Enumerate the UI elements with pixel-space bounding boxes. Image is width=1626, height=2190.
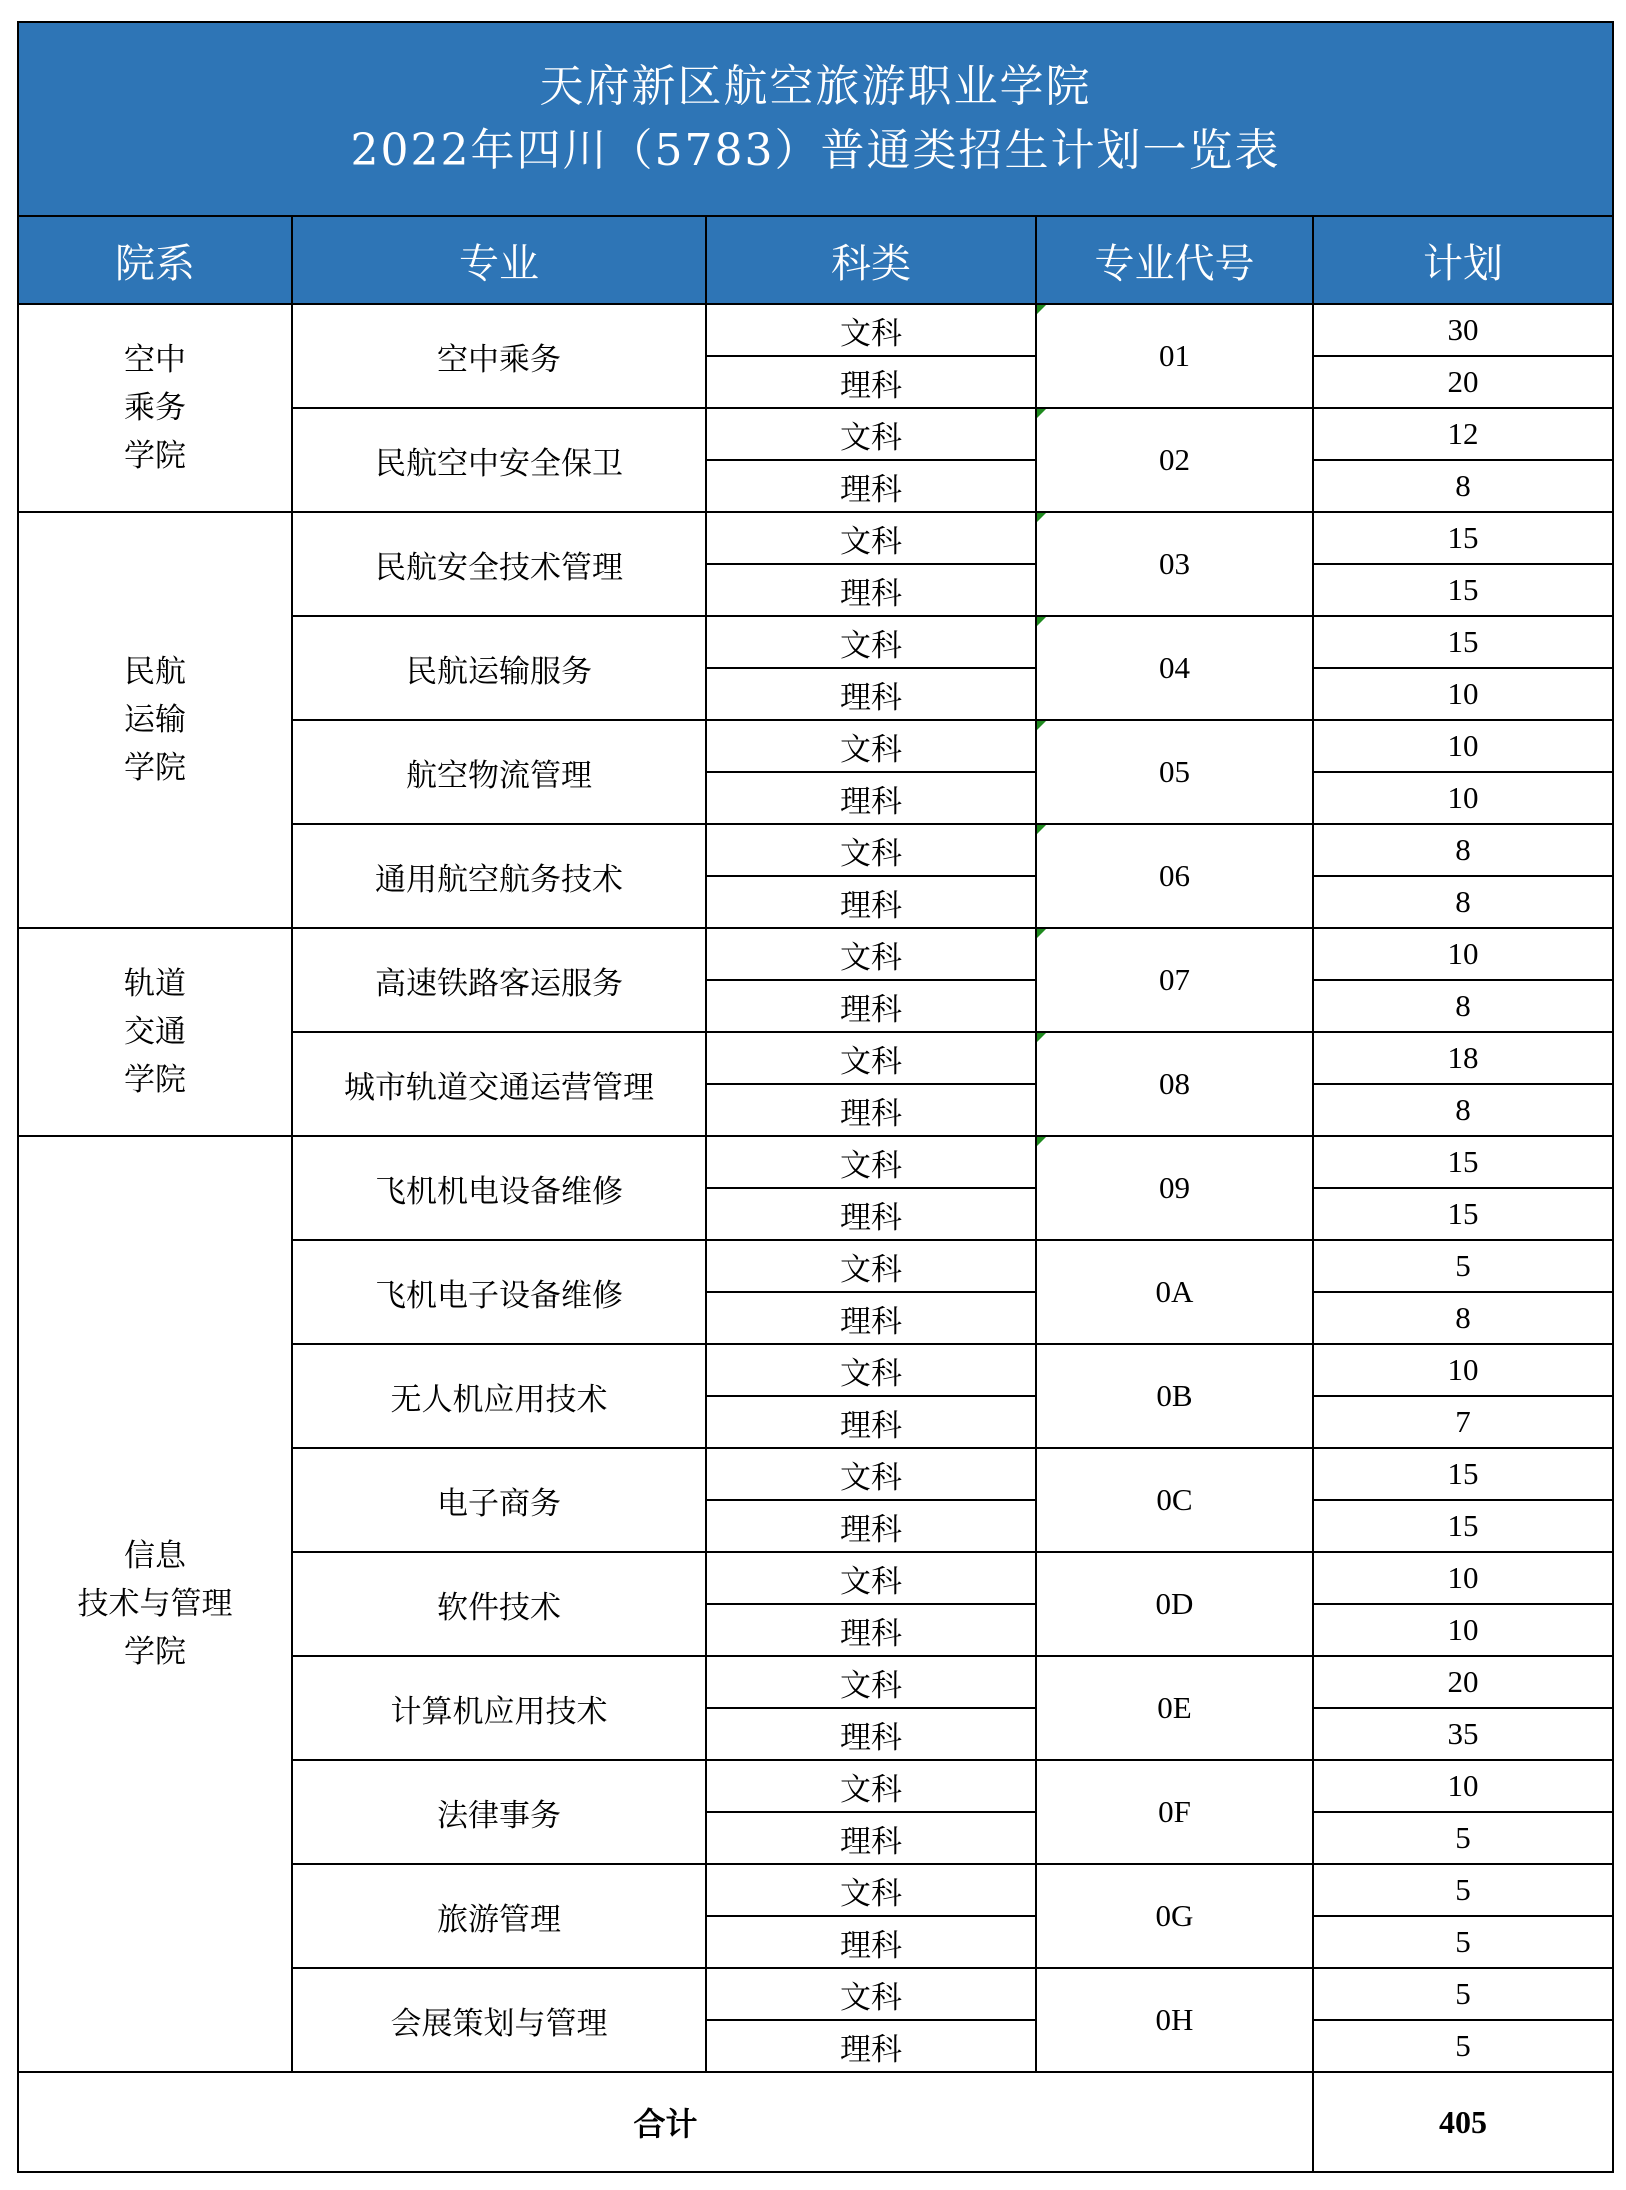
plan-count-cell: 10 (1313, 720, 1613, 772)
title-school-name: 天府新区航空旅游职业学院 (539, 61, 1092, 112)
plan-count-cell: 15 (1313, 1500, 1613, 1552)
major-name: 民航安全技术管理 (292, 512, 706, 616)
category-cell: 理科 (706, 460, 1036, 512)
major-code-cell (1036, 512, 1313, 616)
major-name: 会展策划与管理 (292, 1968, 706, 2072)
table-row (18, 928, 1613, 980)
category-cell: 文科 (706, 1864, 1036, 1916)
cell-error-flag-icon (1037, 617, 1046, 626)
department-cell (18, 1136, 292, 2072)
major-code-cell (1036, 304, 1313, 408)
enrollment-plan-sheet (17, 21, 1612, 2173)
category-cell: 理科 (706, 772, 1036, 824)
category-cell: 文科 (706, 1552, 1036, 1604)
plan-count-cell: 8 (1313, 876, 1613, 928)
plan-count-cell: 10 (1313, 1344, 1613, 1396)
department-name-line: 学院 (124, 1634, 186, 1670)
major-name: 通用航空航务技术 (292, 824, 706, 928)
department-name-line: 民航 (124, 654, 186, 690)
department-name-line: 学院 (124, 750, 186, 786)
major-code: 04 (1159, 650, 1190, 685)
major-code: 0D (1155, 1586, 1194, 1621)
major-name: 软件技术 (292, 1552, 706, 1656)
major-code: 01 (1159, 338, 1190, 373)
major-name: 飞机机电设备维修 (292, 1136, 706, 1240)
category-cell: 理科 (706, 564, 1036, 616)
major-code: 0E (1157, 1690, 1192, 1725)
major-code-cell (1036, 720, 1313, 824)
column-header-major-code: 专业代号 (1036, 216, 1313, 304)
major-name: 电子商务 (292, 1448, 706, 1552)
major-code-cell (1036, 1240, 1313, 1344)
major-code-cell (1036, 1136, 1313, 1240)
category-cell: 理科 (706, 980, 1036, 1032)
major-code: 0B (1156, 1378, 1193, 1413)
plan-count-cell: 5 (1313, 1916, 1613, 1968)
plan-count-cell: 12 (1313, 408, 1613, 460)
category-cell: 理科 (706, 1708, 1036, 1760)
major-code: 0H (1155, 2002, 1194, 2037)
major-code-cell (1036, 928, 1313, 1032)
table-body (18, 304, 1613, 2072)
department-name-line: 交通 (124, 1014, 186, 1050)
department-cell (18, 304, 292, 512)
plan-count-cell: 18 (1313, 1032, 1613, 1084)
plan-count-cell: 15 (1313, 1136, 1613, 1188)
category-cell: 文科 (706, 408, 1036, 460)
major-name: 城市轨道交通运营管理 (292, 1032, 706, 1136)
major-code-cell (1036, 1448, 1313, 1552)
plan-count-cell: 5 (1313, 1240, 1613, 1292)
major-code: 06 (1159, 858, 1190, 893)
plan-count-cell: 35 (1313, 1708, 1613, 1760)
title-plan-name: 2022年四川（5783）普通类招生计划一览表 (350, 125, 1281, 176)
category-cell: 文科 (706, 1448, 1036, 1500)
department-cell (18, 512, 292, 928)
column-header-major: 专业 (292, 216, 706, 304)
category-cell: 文科 (706, 1032, 1036, 1084)
major-code-cell (1036, 1032, 1313, 1136)
table-title (18, 22, 1613, 216)
category-cell: 理科 (706, 1292, 1036, 1344)
major-code: 0A (1155, 1274, 1194, 1309)
major-code-cell (1036, 1968, 1313, 2072)
category-cell: 文科 (706, 720, 1036, 772)
category-cell: 文科 (706, 928, 1036, 980)
major-code: 07 (1159, 962, 1190, 997)
category-cell: 理科 (706, 1812, 1036, 1864)
enrollment-plan-table (17, 21, 1614, 2173)
major-code-cell (1036, 408, 1313, 512)
plan-count-cell: 10 (1313, 1552, 1613, 1604)
major-code: 03 (1159, 546, 1190, 581)
major-code: 08 (1159, 1066, 1190, 1101)
cell-error-flag-icon (1037, 1137, 1046, 1146)
major-name: 法律事务 (292, 1760, 706, 1864)
total-value: 405 (1313, 2072, 1613, 2172)
total-label: 合计 (18, 2072, 1313, 2172)
plan-count-cell: 10 (1313, 1760, 1613, 1812)
column-header-plan: 计划 (1313, 216, 1613, 304)
cell-error-flag-icon (1037, 721, 1046, 730)
major-code: 0F (1158, 1794, 1191, 1829)
department-name-line: 轨道 (124, 966, 186, 1002)
plan-count-cell: 5 (1313, 2020, 1613, 2072)
table-row (18, 304, 1613, 356)
category-cell: 理科 (706, 2020, 1036, 2072)
plan-count-cell: 8 (1313, 980, 1613, 1032)
major-name: 旅游管理 (292, 1864, 706, 1968)
plan-count-cell: 20 (1313, 356, 1613, 408)
department-name-line: 信息 (124, 1538, 186, 1574)
category-cell: 理科 (706, 1188, 1036, 1240)
plan-count-cell: 15 (1313, 1448, 1613, 1500)
category-cell: 文科 (706, 824, 1036, 876)
column-header-department: 院系 (18, 216, 292, 304)
plan-count-cell: 5 (1313, 1812, 1613, 1864)
category-cell: 理科 (706, 1396, 1036, 1448)
category-cell: 文科 (706, 1136, 1036, 1188)
major-name: 高速铁路客运服务 (292, 928, 706, 1032)
plan-count-cell: 20 (1313, 1656, 1613, 1708)
major-name: 民航空中安全保卫 (292, 408, 706, 512)
cell-error-flag-icon (1037, 1033, 1046, 1042)
major-code-cell (1036, 616, 1313, 720)
plan-count-cell: 8 (1313, 1292, 1613, 1344)
category-cell: 理科 (706, 1604, 1036, 1656)
total-row (18, 2072, 1613, 2172)
department-name-line: 技术与管理 (77, 1586, 233, 1622)
plan-count-cell: 8 (1313, 1084, 1613, 1136)
cell-error-flag-icon (1037, 929, 1046, 938)
department-name-line: 学院 (124, 438, 186, 474)
cell-error-flag-icon (1037, 513, 1046, 522)
column-header-row (18, 216, 1613, 304)
major-name: 民航运输服务 (292, 616, 706, 720)
category-cell: 文科 (706, 1656, 1036, 1708)
category-cell: 文科 (706, 1240, 1036, 1292)
department-name-line: 运输 (124, 702, 186, 738)
major-name: 飞机电子设备维修 (292, 1240, 706, 1344)
category-cell: 文科 (706, 304, 1036, 356)
plan-count-cell: 15 (1313, 616, 1613, 668)
cell-error-flag-icon (1037, 409, 1046, 418)
major-code-cell (1036, 1760, 1313, 1864)
plan-count-cell: 7 (1313, 1396, 1613, 1448)
major-name: 无人机应用技术 (292, 1344, 706, 1448)
plan-count-cell: 5 (1313, 1864, 1613, 1916)
major-code: 02 (1159, 442, 1190, 477)
table-row (18, 1136, 1613, 1188)
category-cell: 文科 (706, 1344, 1036, 1396)
category-cell: 理科 (706, 668, 1036, 720)
category-cell: 文科 (706, 1760, 1036, 1812)
major-code-cell (1036, 1344, 1313, 1448)
cell-error-flag-icon (1037, 825, 1046, 834)
plan-count-cell: 30 (1313, 304, 1613, 356)
department-name-line: 空中 (124, 342, 186, 378)
category-cell: 理科 (706, 1084, 1036, 1136)
category-cell: 文科 (706, 512, 1036, 564)
major-code-cell (1036, 1864, 1313, 1968)
plan-count-cell: 5 (1313, 1968, 1613, 2020)
category-cell: 文科 (706, 1968, 1036, 2020)
plan-count-cell: 8 (1313, 460, 1613, 512)
cell-error-flag-icon (1037, 305, 1046, 314)
plan-count-cell: 10 (1313, 772, 1613, 824)
category-cell: 理科 (706, 1500, 1036, 1552)
table-row (18, 512, 1613, 564)
major-name: 空中乘务 (292, 304, 706, 408)
plan-count-cell: 15 (1313, 512, 1613, 564)
major-code: 05 (1159, 754, 1190, 789)
plan-count-cell: 10 (1313, 1604, 1613, 1656)
major-name: 航空物流管理 (292, 720, 706, 824)
plan-count-cell: 15 (1313, 1188, 1613, 1240)
major-code: 09 (1159, 1170, 1190, 1205)
major-code-cell (1036, 824, 1313, 928)
plan-count-cell: 10 (1313, 668, 1613, 720)
department-cell (18, 928, 292, 1136)
plan-count-cell: 10 (1313, 928, 1613, 980)
major-code: 0C (1156, 1482, 1193, 1517)
category-cell: 文科 (706, 616, 1036, 668)
category-cell: 理科 (706, 1916, 1036, 1968)
department-name-line: 学院 (124, 1062, 186, 1098)
category-cell: 理科 (706, 356, 1036, 408)
plan-count-cell: 8 (1313, 824, 1613, 876)
major-code-cell (1036, 1656, 1313, 1760)
major-code-cell (1036, 1552, 1313, 1656)
column-header-category: 科类 (706, 216, 1036, 304)
department-name-line: 乘务 (124, 390, 186, 426)
major-name: 计算机应用技术 (292, 1656, 706, 1760)
plan-count-cell: 15 (1313, 564, 1613, 616)
major-code: 0G (1155, 1898, 1194, 1933)
category-cell: 理科 (706, 876, 1036, 928)
